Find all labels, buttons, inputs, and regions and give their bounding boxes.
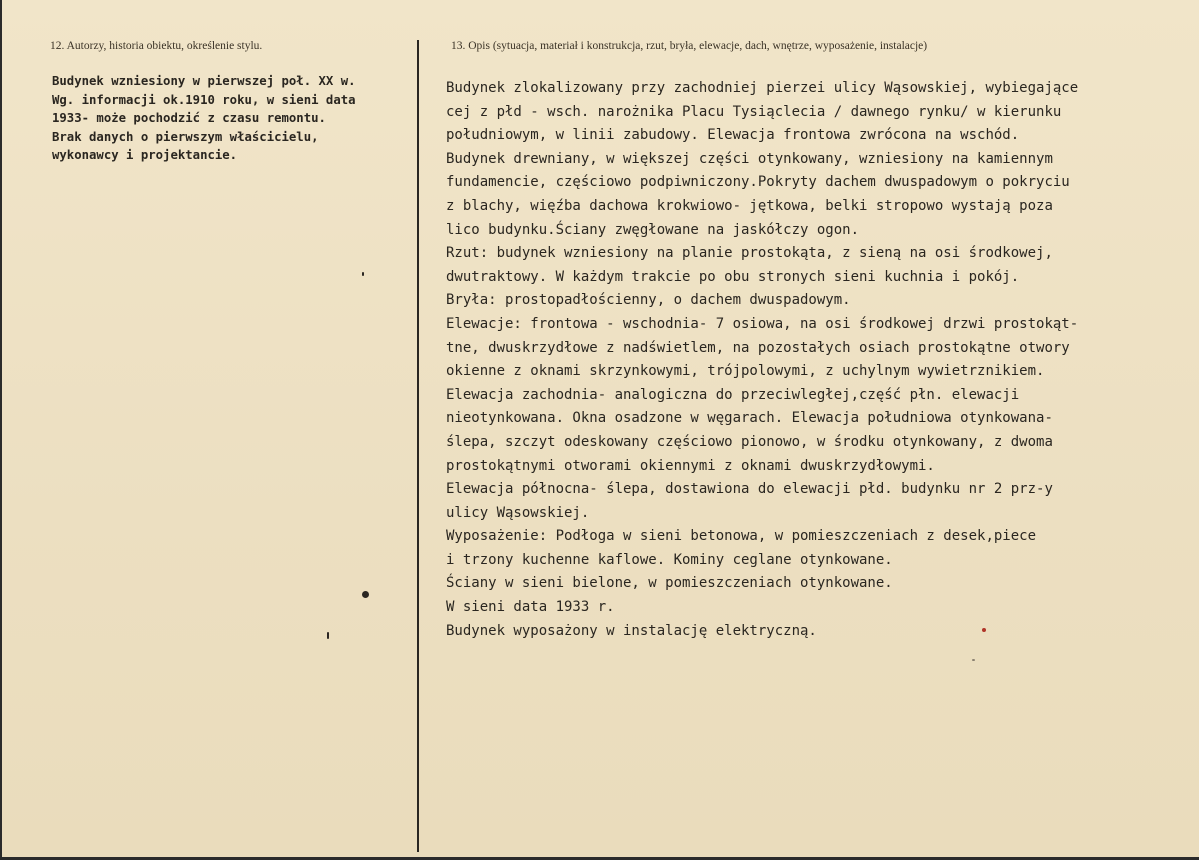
left-text-line: Wg. informacji ok.1910 roku, w sieni data xyxy=(52,92,356,107)
left-column-text xyxy=(52,72,356,165)
right-text-line: lico budynku.Ściany zwęgłowane na jaskółczy ogon. xyxy=(446,221,860,238)
right-text-line: dwutraktowy. W każdym trakcie po obu stronych sieni kuchnia i pokój. xyxy=(446,268,1020,285)
page-edge-left xyxy=(0,0,2,860)
right-column-text xyxy=(446,77,1078,643)
right-text-line: z blachy, więźba dachowa krokwiowo- jętkowa, belki stropowo wystają poza xyxy=(446,197,1053,214)
left-text-line: wykonawcy i projektancie. xyxy=(52,148,238,162)
ink-speck xyxy=(972,659,975,661)
column-divider xyxy=(417,40,419,852)
right-text-line: Bryła: prostopadłościenny, o dachem dwuspadowym. xyxy=(446,292,851,309)
right-text-line: cej z płd - wsch. narożnika Placu Tysiąclecia / dawnego rynku/ w kierunku xyxy=(446,103,1062,120)
right-text-line: ślepa, szczyt odeskowany częściowo pionowo, w środku otynkowany, z dwoma xyxy=(446,433,1053,450)
right-text-line: nieotynkowana. Okna osadzone w węgarach. Elewacja południowa otynkowana- xyxy=(446,410,1053,427)
right-text-line: Rzut: budynek wzniesiony na planie prostokąta, z sieną na osi środkowej, xyxy=(446,245,1053,262)
ink-speck xyxy=(327,632,329,639)
left-column-header: 12. Autorzy, historia obiektu, określenie stylu. xyxy=(50,40,263,52)
right-text-line: Elewacja północna- ślepa, dostawiona do elewacji płd. budynku nr 2 prz-y xyxy=(446,481,1053,498)
right-text-line: Wyposażenie: Podłoga w sieni betonowa, w pomieszczeniach z desek,piece xyxy=(446,528,1037,545)
right-column-header: 13. Opis (sytuacja, materiał i konstrukcja, rzut, bryła, elewacje, dach, wnętrze, wyposażenie, instalacje) xyxy=(451,40,928,52)
right-text-line: Budynek zlokalizowany przy zachodniej pierzei ulicy Wąsowskiej, wybiegające xyxy=(446,80,1079,96)
left-text-line: Brak danych o pierwszym właścicielu, xyxy=(52,129,319,144)
right-text-line: Ściany w sieni bielone, w pomieszczeniach otynkowane. xyxy=(446,575,893,592)
right-text-line: prostokątnymi otworami okiennymi z oknami dwuskrzydłowymi. xyxy=(446,457,935,474)
right-text-line: ulicy Wąsowskiej. xyxy=(446,504,590,521)
ink-speck xyxy=(362,272,364,276)
right-text-line: Elewacje: frontowa - wschodnia- 7 osiowa, na osi środkowej drzwi prostokąt- xyxy=(446,315,1079,332)
ink-speck xyxy=(362,591,369,598)
left-text-line: Budynek wzniesiony w pierwszej poł. XX w. xyxy=(52,74,356,88)
right-text-line: Budynek wyposażony w instalację elektryczną. xyxy=(446,622,817,639)
ink-speck xyxy=(982,628,986,632)
right-text-line: i trzony kuchenne kaflowe. Kominy ceglane otynkowane. xyxy=(446,551,893,568)
left-text-line: 1933- może pochodzić z czasu remontu. xyxy=(52,111,326,125)
right-text-line: Elewacja zachodnia- analogiczna do przeciwległej,część płn. elewacji xyxy=(446,386,1020,403)
right-text-line: fundamencie, częściowo podpiwniczony.Pokryty dachem dwuspadowym o pokryciu xyxy=(446,174,1070,191)
right-text-line: W sieni data 1933 r. xyxy=(446,599,615,616)
right-text-line: okienne z oknami skrzynkowymi, trójpolowymi, z uchylnym wywietrznikiem. xyxy=(446,363,1045,380)
right-text-line: południowym, w linii zabudowy. Elewacja frontowa zwrócona na wschód. xyxy=(446,127,1020,144)
right-text-line: tne, dwuskrzydłowe z nadświetlem, na pozostałych osiach prostokątne otwory xyxy=(446,339,1070,356)
right-text-line: Budynek drewniany, w większej części otynkowany, wzniesiony na kamiennym xyxy=(446,150,1053,167)
